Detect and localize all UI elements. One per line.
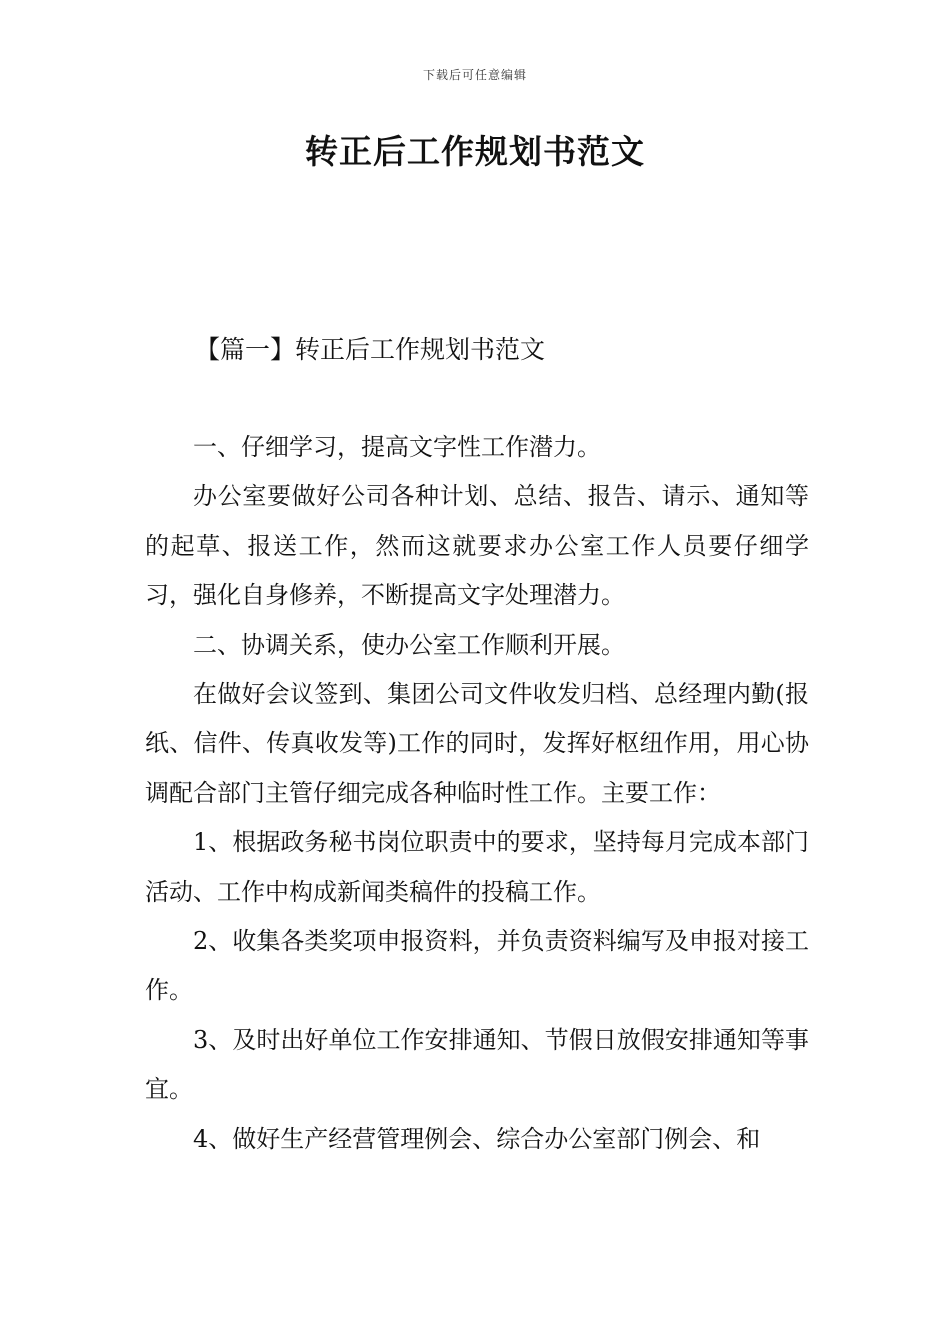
paragraph: 1、根据政务秘书岗位职责中的要求，坚持每月完成本部门活动、工作中构成新闻类稿件的投稿工作。 bbox=[145, 828, 809, 906]
paragraph: 4、做好生产经营管理例会、综合办公室部门例会、和 bbox=[193, 1124, 761, 1153]
paragraph: 3、及时出好单位工作安排通知、节假日放假安排通知等事宜。 bbox=[145, 1025, 809, 1104]
section-heading: 【篇一】转正后工作规划书范文 bbox=[195, 335, 546, 364]
document-title: 转正后工作规划书范文 bbox=[305, 132, 645, 171]
paragraph: 办公室要做好公司各种计划、总结、报告、请示、通知等的起草、报送工作，然而这就要求办公室工作人员要仔细学习，强化自身修养，不断提高文字处理潜力。 bbox=[145, 482, 809, 610]
paragraph: 一、仔细学习，提高文字性工作潜力。 bbox=[193, 433, 601, 461]
document-body bbox=[145, 423, 809, 1164]
paragraph: 2、收集各类奖项申报资料，并负责资料编写及申报对接工作。 bbox=[145, 927, 809, 1005]
paragraph: 二、协调关系，使办公室工作顺利开展。 bbox=[193, 630, 625, 659]
header-note: 下载后可任意编辑 bbox=[422, 68, 527, 82]
paragraph: 在做好会议签到、集团公司文件收发归档、总经理内勤(报纸、信件、传真收发等)工作的同时，发挥好枢纽作用，用心协调配合部门主管仔细完成各种临时性工作。主要工作： bbox=[145, 680, 809, 807]
